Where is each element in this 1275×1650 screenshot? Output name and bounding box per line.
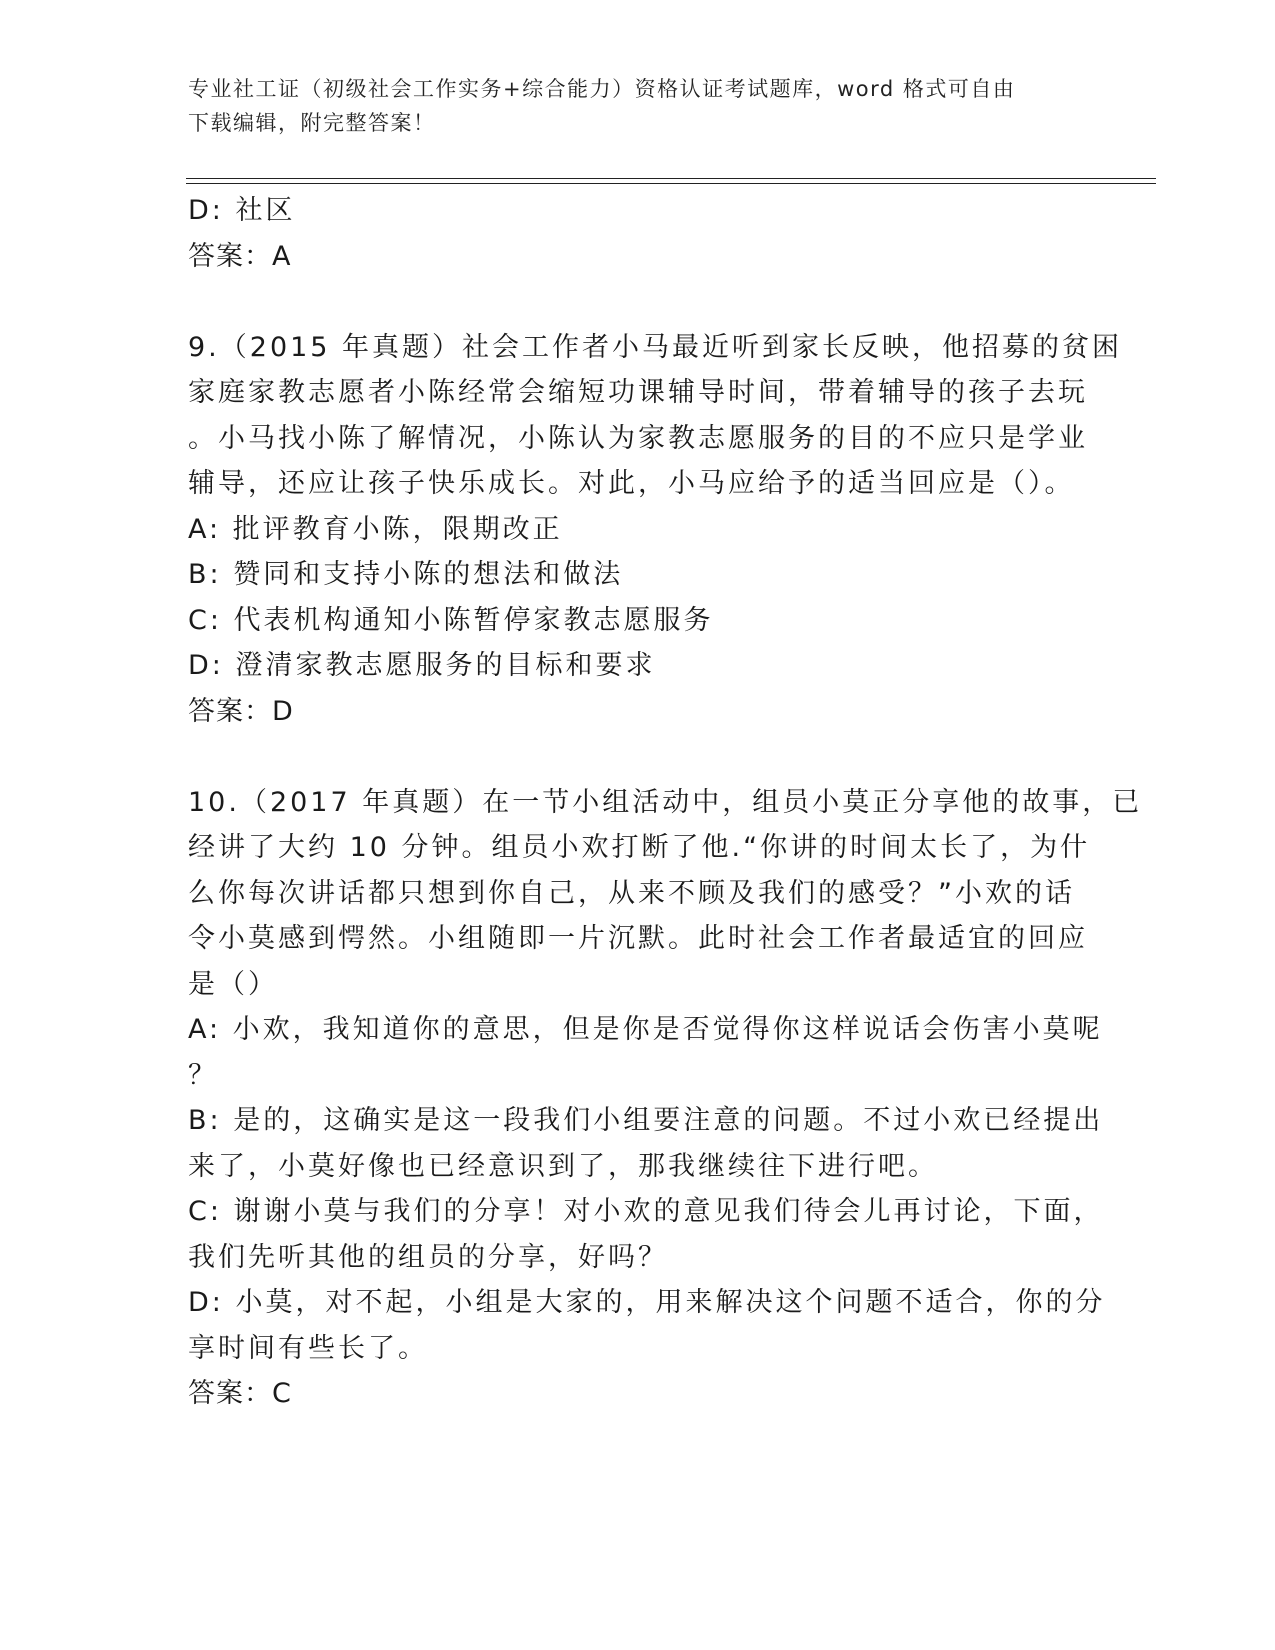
option-b: B: 是的，这确实是这一段我们小组要注意的问题。不过小欢已经提出 — [188, 1105, 1104, 1136]
question-text: 令小莫感到愕然。小组随即一片沉默。此时社会工作者最适宜的回应 — [188, 923, 1088, 954]
question-text: 。小马找小陈了解情况，小陈认为家教志愿服务的目的不应只是学业 — [188, 422, 1088, 454]
option-c: 我们先听其他的组员的分享，好吗？ — [188, 1241, 668, 1273]
question-text: 是（） — [188, 968, 278, 1000]
prev-question — [188, 188, 1088, 279]
spacer — [188, 734, 1088, 780]
question-text: 10.（2017 年真题）在一节小组活动中，组员小莫正分享他的故事，已 — [188, 786, 1143, 818]
answer-label: 答案：C — [188, 1378, 292, 1409]
option-b: 来了，小莫好像也已经意识到了，那我继续往下进行吧。 — [188, 1150, 938, 1182]
question-text: 辅导，还应让孩子快乐成长。对此，小马应给予的适当回应是（）。 — [188, 468, 1075, 499]
document-header — [188, 72, 1088, 140]
question-text: 么你每次讲话都只想到你自己，从来不顾及我们的感受？”小欢的话 — [188, 877, 1075, 909]
question-text: 9.（2015 年真题）社会工作者小马最近听到家长反映，他招募的贫困 — [188, 331, 1123, 363]
option-c: C: 代表机构通知小陈暂停家教志愿服务 — [188, 604, 714, 636]
option-d: 享时间有些长了。 — [188, 1332, 428, 1364]
question-10 — [188, 780, 1143, 1417]
option-a: A: 小欢，我知道你的意思，但是你是否觉得你这样说话会伤害小莫呢 — [188, 1014, 1103, 1045]
question-9 — [188, 325, 1123, 735]
option-b: B: 赞同和支持小陈的想法和做法 — [188, 559, 624, 590]
option-c: C: 谢谢小莫与我们的分享！对小欢的意见我们待会儿再讨论，下面， — [188, 1196, 1104, 1227]
spacer — [188, 279, 1088, 325]
option-d: D: 小莫，对不起，小组是大家的，用来解决这个问题不适合，你的分 — [188, 1287, 1106, 1318]
option-a: A: 批评教育小陈，限期改正 — [188, 513, 563, 545]
answer-label: 答案：A — [188, 240, 292, 272]
question-text: 家庭家教志愿者小陈经常会缩短功课辅导时间，带着辅导的孩子去玩 — [188, 377, 1088, 408]
document-body — [188, 188, 1143, 1417]
option-d: D: 澄清家教志愿服务的目标和要求 — [188, 650, 656, 681]
header-line: 下载编辑，附完整答案！ — [188, 111, 436, 135]
option-a: ？ — [188, 1059, 218, 1091]
question-text: 经讲了大约 10 分钟。组员小欢打断了他.“你讲的时间太长了，为什 — [188, 832, 1091, 863]
header-line: 专业社工证（初级社会工作实务+综合能力）资格认证考试题库，word 格式可自由 — [188, 77, 1016, 101]
option-d: D: 社区 — [188, 195, 296, 226]
header-divider — [186, 178, 1156, 184]
answer-label: 答案：D — [188, 695, 294, 727]
